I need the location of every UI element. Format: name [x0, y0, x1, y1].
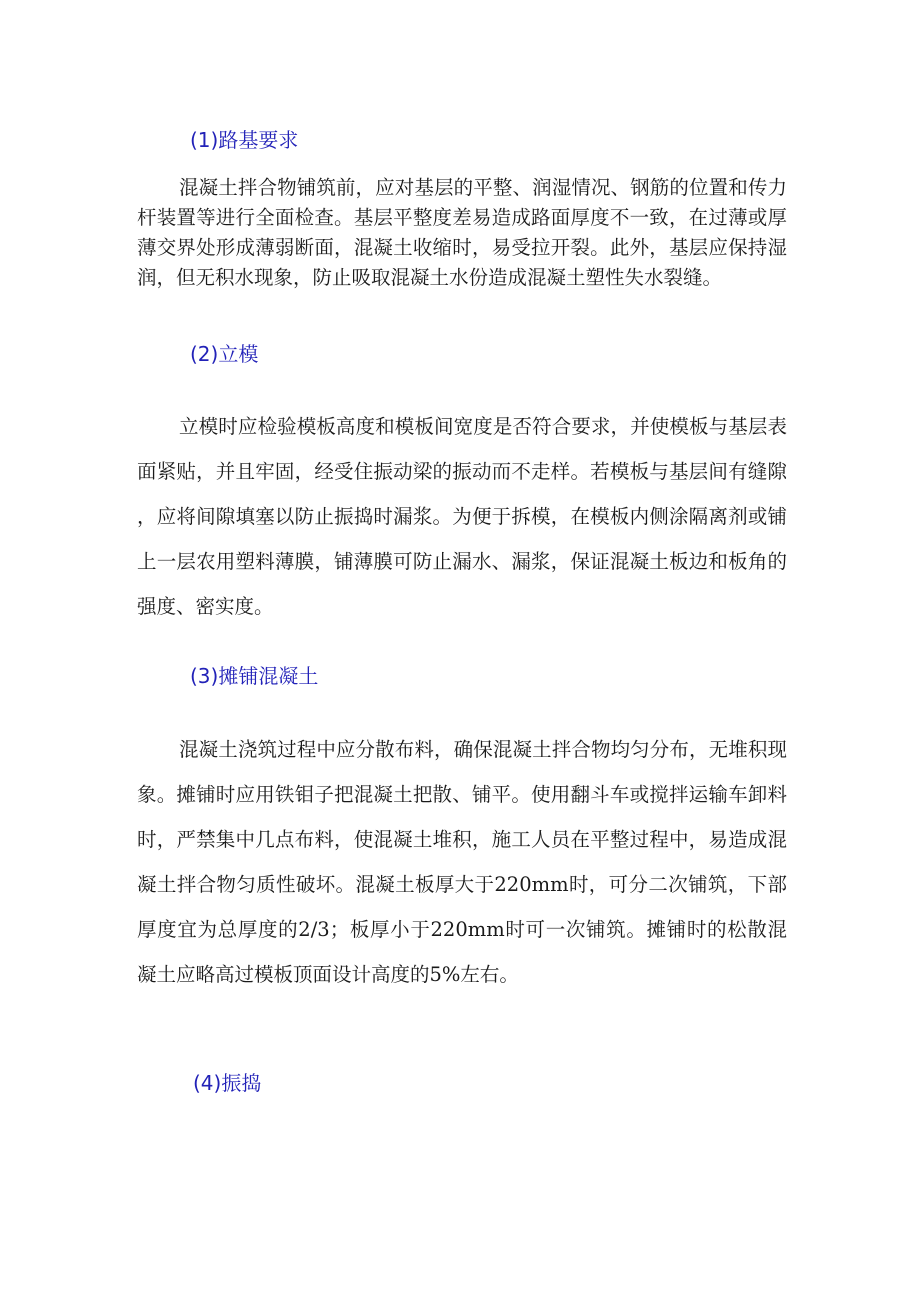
section-heading-formwork: (2)立模 [190, 342, 259, 366]
section-body-subgrade: 混凝土拌合物铺筑前，应对基层的平整、润湿情况、钢筋的位置和传力杆装置等进行全面检查。基层平整度差易造成路面厚度不一致，在过薄或厚薄交界处形成薄弱断面，混凝土收缩时，易受拉开裂。此外，基层应保持湿润，但无积水现象，防止吸取混凝土水份造成混凝土塑性失水裂缝。 [137, 176, 787, 289]
section-body-paving: 混凝土浇筑过程中应分散布料，确保混凝土拌合物均匀分布，无堆积现象。摊铺时应用铁钼子把混凝土把散、铺平。使用翻斗车或搅拌运输车卸料时，严禁集中几点布料，使混凝土堆积，施工人员在平整过程中，易造成混凝土拌合物匀质性破坏。混凝土板厚大于220mm时，可分二次铺筑，下部厚度宜为总厚度的2/3；板厚小于220mm时可一次铺筑。摊铺时的松散混凝土应略高过模板顶面设计高度的5%左右。 [137, 738, 787, 986]
section-heading-subgrade: (1)路基要求 [190, 128, 299, 152]
section-heading-vibration: (4)振捣 [193, 1071, 262, 1095]
section-body-formwork: 立模时应检验模板高度和模板间宽度是否符合要求，并使模板与基层表面紧贴，并且牢固，经受住振动梁的振动而不走样。若模板与基层间有缝隙，应将间隙填塞以防止振捣时漏浆。为便于拆模，在模板内侧涂隔离剂或铺上一层农用塑料薄膜，铺薄膜可防止漏水、漏浆，保证混凝土板边和板角的强度、密实度。 [137, 415, 787, 618]
section-heading-paving: (3)摊铺混凝土 [190, 664, 319, 688]
